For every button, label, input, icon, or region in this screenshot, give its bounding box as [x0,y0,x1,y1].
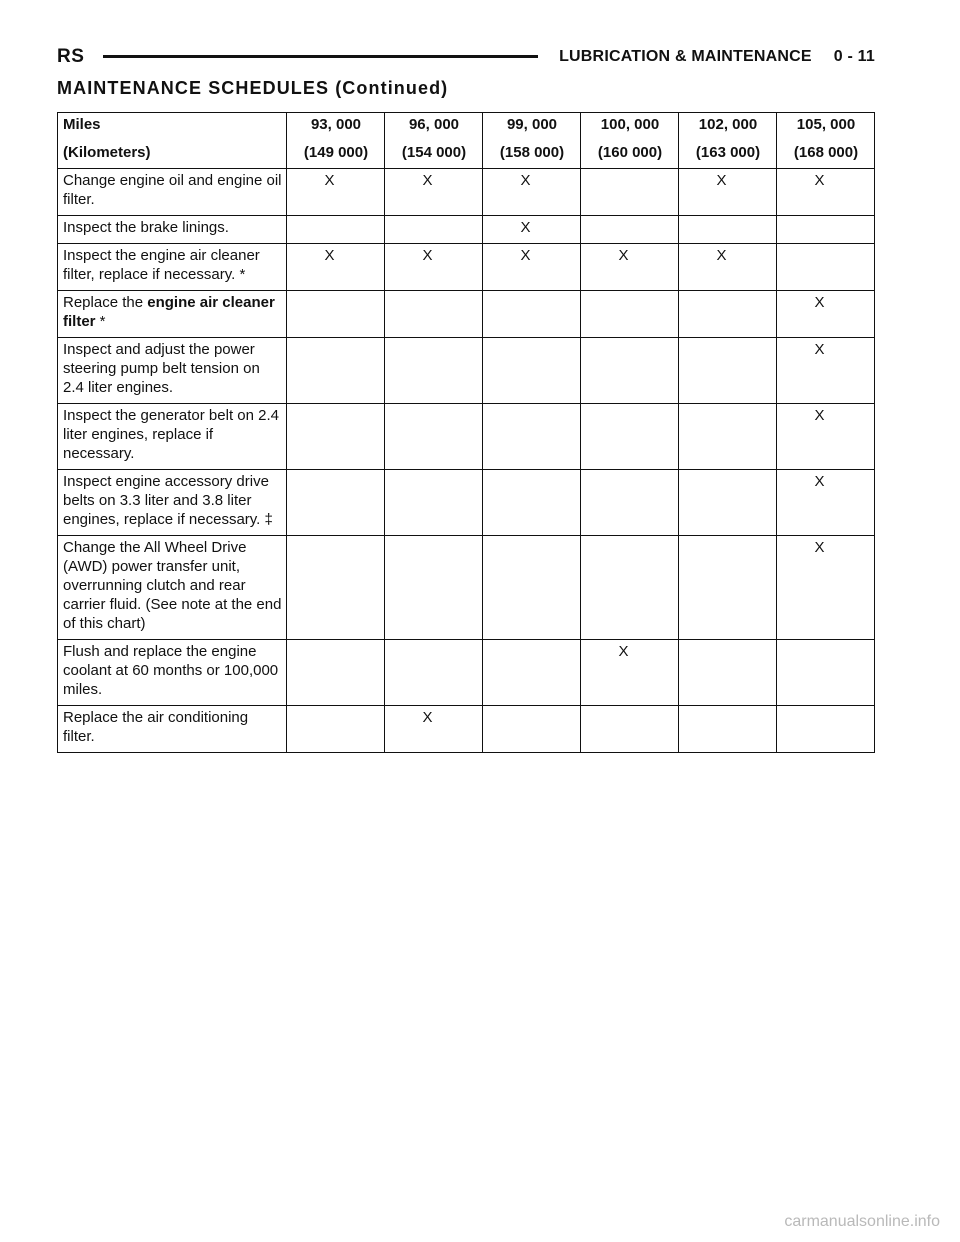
mark-cell [581,404,679,470]
mark-cell [581,706,679,753]
mark-cell [679,216,777,244]
mark-cell [385,640,483,706]
mark-cell [777,640,875,706]
maintenance-schedule-table [57,112,875,753]
mark-cell [385,216,483,244]
task-cell: Inspect engine accessory drive belts on 3.3 liter and 3.8 liter engines, replace if necessary. ‡ [58,470,287,536]
mark-cell [679,706,777,753]
interval-miles: 105, 000 [796,116,856,133]
interval-miles: 99, 000 [506,116,558,133]
header-miles-label: Miles [63,116,101,133]
mark-cell: X [777,470,875,536]
mark-cell: X [385,706,483,753]
mark-cell [679,640,777,706]
task-cell: Replace the engine air cleaner filter * [58,291,287,338]
mark-cell [385,338,483,404]
table-row [58,291,875,338]
mark-cell [581,470,679,536]
mark-cell: X [777,404,875,470]
task-cell: Inspect the brake linings. [58,216,287,244]
mark-cell [777,216,875,244]
interval-miles: 100, 000 [600,116,660,133]
page-header [57,44,875,70]
mark-cell [287,338,385,404]
mark-cell: X [679,244,777,291]
header-right [559,44,875,70]
mark-cell [287,470,385,536]
table-header-row [58,113,875,169]
mark-cell [777,244,875,291]
mark-cell [679,536,777,640]
task-cell: Inspect the engine air cleaner filter, replace if necessary. * [58,244,287,291]
section-title: MAINTENANCE SCHEDULES (Continued) [57,78,449,98]
section-name: LUBRICATION & MAINTENANCE [559,48,812,65]
mark-cell: X [483,169,581,216]
mark-cell: X [287,244,385,291]
mark-cell: X [385,169,483,216]
task-cell: Change the All Wheel Drive (AWD) power transfer unit, overrunning clutch and rear carrier fluid. (See note at the end of this chart) [58,536,287,640]
mark-cell: X [483,244,581,291]
table-row [58,169,875,216]
interval-km: (154 000) [401,144,467,161]
interval-km: (163 000) [695,144,761,161]
task-cell: Inspect and adjust the power steering pump belt tension on 2.4 liter engines. [58,338,287,404]
mark-cell [679,404,777,470]
interval-miles: 102, 000 [698,116,758,133]
interval-km: (160 000) [597,144,663,161]
header-label-cell [58,113,287,169]
mark-cell: X [581,244,679,291]
table-row [58,706,875,753]
mark-cell [581,216,679,244]
interval-miles: 96, 000 [408,116,460,133]
mark-cell [483,338,581,404]
task-cell: Replace the air conditioning filter. [58,706,287,753]
table-row [58,404,875,470]
mark-cell [287,706,385,753]
table-row [58,338,875,404]
mark-cell [287,536,385,640]
page-number: 0 - 11 [833,48,875,65]
header-km-label: (Kilometers) [63,144,151,161]
header-rule [103,55,538,58]
mark-cell [679,470,777,536]
mark-cell: X [581,640,679,706]
mark-cell [483,470,581,536]
mark-cell [483,640,581,706]
interval-header-cell [385,113,483,169]
interval-header-cell [777,113,875,169]
table-row [58,536,875,640]
mark-cell [287,404,385,470]
task-cell: Inspect the generator belt on 2.4 liter engines, replace if necessary. [58,404,287,470]
interval-header-cell [581,113,679,169]
mark-cell [385,291,483,338]
table-row [58,640,875,706]
interval-km: (149 000) [303,144,369,161]
mark-cell [777,706,875,753]
mark-cell [581,169,679,216]
mark-cell: X [483,216,581,244]
table-row [58,244,875,291]
interval-header-cell [679,113,777,169]
mark-cell [483,706,581,753]
mark-cell [581,291,679,338]
mark-cell [385,470,483,536]
task-emphasis: engine air cleaner filter [63,294,275,330]
site-watermark: carmanualsonline.info [784,1213,940,1230]
interval-miles: 93, 000 [310,116,362,133]
mark-cell [679,291,777,338]
mark-cell: X [287,169,385,216]
mark-cell [483,291,581,338]
mark-cell: X [679,169,777,216]
mark-cell [581,338,679,404]
mark-cell [287,216,385,244]
task-cell: Change engine oil and engine oil filter. [58,169,287,216]
interval-km: (168 000) [793,144,859,161]
table-row [58,470,875,536]
mark-cell [385,404,483,470]
task-cell: Flush and replace the engine coolant at 60 months or 100,000 miles. [58,640,287,706]
vehicle-code: RS [57,46,85,67]
mark-cell [679,338,777,404]
mark-cell [287,640,385,706]
mark-cell: X [777,338,875,404]
mark-cell [581,536,679,640]
mark-cell: X [777,291,875,338]
interval-header-cell [287,113,385,169]
mark-cell [385,536,483,640]
interval-km: (158 000) [499,144,565,161]
interval-header-cell [483,113,581,169]
mark-cell: X [777,169,875,216]
table-row [58,216,875,244]
mark-cell: X [777,536,875,640]
mark-cell: X [385,244,483,291]
mark-cell [287,291,385,338]
mark-cell [483,404,581,470]
mark-cell [483,536,581,640]
